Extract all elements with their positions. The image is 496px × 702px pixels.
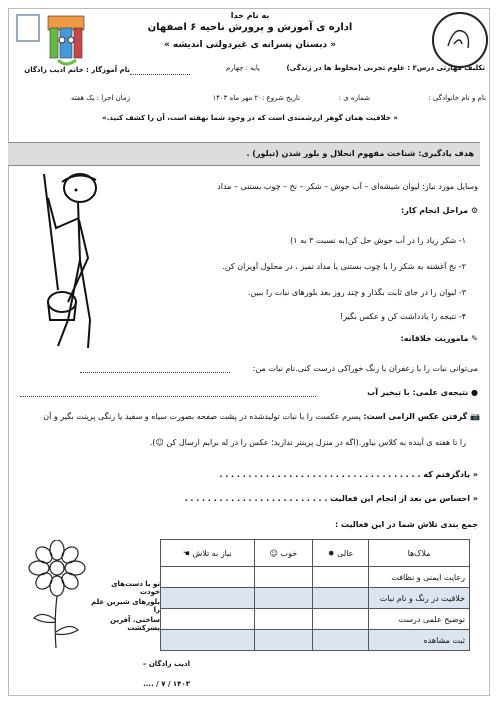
header-line bbox=[130, 74, 190, 75]
goal-text: هدف یادگیری: شناخت مفهوم انحلال و بلور شدن (تبلور) . bbox=[246, 149, 474, 158]
bulb-icon: ● bbox=[468, 388, 478, 397]
step-2: ۲- نخ آغشته به شکر را با چوب بستنی یا مداد تمیز ، در محلول آویزان کن. bbox=[222, 262, 466, 271]
photo-paragraph-2 bbox=[60, 438, 466, 447]
criterion-observation: ثبت مشاهده bbox=[369, 630, 470, 651]
signature: ادیب زادگان – bbox=[142, 660, 190, 668]
criteria-header: ملاک‌ها bbox=[369, 540, 470, 567]
grade-cell bbox=[254, 588, 313, 609]
excellent-label: عالی bbox=[337, 548, 354, 558]
office-title: اداره ی آموزش و پرورش ناحیه ۶ اصفهان bbox=[147, 22, 353, 33]
science-result bbox=[318, 388, 478, 397]
gear-icon: ⚙ bbox=[468, 206, 478, 215]
science-answer-line bbox=[20, 396, 316, 397]
grade-cell bbox=[161, 609, 255, 630]
step-3: ۳- لیوان را در جای ثابت بگذار و چند روز بعد بلورهای نبات را ببین. bbox=[247, 288, 466, 297]
summary-title: جمع بندی تلاش شما در این فعالیت : bbox=[334, 520, 478, 529]
materials: وسایل مورد نیاز: لیوان شیشه‌ای – آب جوش – شکر – نخ – چوب بستنی – مداد bbox=[217, 182, 478, 191]
step-4: ۴- نتیجه را یادداشت کن و عکس بگیر! bbox=[340, 312, 466, 321]
assignment-title: تکلیف مهارتی درس۲ : علوم تجربی (مخلوط ها در زندگی) bbox=[286, 64, 485, 72]
learned-question: « یادگرفتم که . . . . . . . . . . . . . . . . . . . . . . . . . . . . . . . . . . . bbox=[219, 470, 478, 479]
flower-illustration bbox=[20, 540, 94, 650]
criterion-creativity: خلاقیت در رنگ و نام نبات bbox=[369, 588, 470, 609]
creative-text: می‌توانی نبات را با زعفران یا رنگ خوراکی درست کنی.نام نبات من: bbox=[252, 364, 478, 373]
photo-frame bbox=[16, 14, 40, 42]
steps-title bbox=[300, 206, 478, 215]
worker-illustration bbox=[18, 170, 118, 360]
photo-text-1: پسرم عکست را با نبات تولیدشده در پشت صفحه بصورت سیاه و سفید یا رنگی پرینت بگیر و آن bbox=[43, 412, 361, 421]
flower-message-1: تو با دست‌های خودت bbox=[111, 580, 160, 596]
start-date: تاریخ شروع :۲۰ مهر ماه ۱۴۰۳ bbox=[212, 94, 300, 102]
flower-message-3: ساختی. آفرین پسرکشت bbox=[110, 616, 160, 632]
leaf-icon: ✎ bbox=[468, 334, 478, 343]
grade-row bbox=[161, 588, 470, 609]
good-label: خوب bbox=[280, 548, 298, 558]
student-name-label: نام و نام خانوادگی : bbox=[428, 94, 486, 102]
photo-text-2: را تا هفته ی آینده به کلاس بیاور.(اگه در منزل پرینتر ندارید؛ عکس را در له برایم ارسال کن bbox=[166, 438, 466, 447]
grade-row bbox=[161, 609, 470, 630]
grade-cell bbox=[313, 609, 369, 630]
grade-level: پایه : چهارم bbox=[226, 64, 260, 72]
feeling-question: « احساس من بعد از انجام این فعالیت . . . . . . . . . . . . . . . . . . . . . . . . . bbox=[184, 494, 478, 503]
signature-text: ادیب زادگان bbox=[148, 660, 190, 668]
needs-effort-label: نیاز به تلاش bbox=[192, 548, 232, 558]
signature-date: ۱۴۰۳ / ۷ / .... bbox=[143, 680, 190, 688]
science-result-text: نتیجه‌ی علمی: با تبخیر آب bbox=[367, 388, 469, 397]
grade-cell bbox=[313, 588, 369, 609]
grade-cell bbox=[313, 567, 369, 588]
school-name: « دبستان پسرانه ی غیردولتی اندیشه » bbox=[163, 40, 337, 50]
grade-cell bbox=[161, 630, 255, 651]
teacher-name: نام آموزگار : خانم ادیب زادگان bbox=[24, 66, 130, 74]
student-number-label: شماره ی : bbox=[338, 94, 370, 102]
school-logo bbox=[432, 12, 488, 68]
photo-paragraph-1 bbox=[14, 412, 480, 421]
creative-answer-line bbox=[80, 372, 230, 373]
smile-icon: ☺). bbox=[149, 438, 164, 447]
photo-label-text: گرفتن عکس الزامی است: bbox=[363, 412, 468, 421]
steps-title-text: مراحل انجام کار: bbox=[401, 206, 469, 215]
duration: زمان اجرا : یک هفته bbox=[70, 94, 130, 102]
grade-cell bbox=[254, 609, 313, 630]
grade-cell bbox=[254, 567, 313, 588]
creative-title-text: ماموریت خلاقانه: bbox=[400, 334, 469, 343]
grade-cell bbox=[313, 630, 369, 651]
grade-table bbox=[160, 539, 470, 651]
hand-icon: ☚ bbox=[182, 548, 190, 558]
camera-label: 📷 گرفتن عکس الزامی است: bbox=[363, 412, 480, 421]
grade-cell bbox=[254, 630, 313, 651]
star-icon: ✸ bbox=[327, 548, 335, 558]
good-header bbox=[254, 540, 313, 567]
learning-goal bbox=[8, 142, 480, 166]
bismillah: به نام خدا bbox=[230, 11, 270, 20]
grade-cell bbox=[161, 588, 255, 609]
smile-icon: ☺ bbox=[269, 548, 278, 558]
motto: « خلاقیت همان گوهر ارزشمندی است که در وجود شما نهفته است، آن را کشف کنید.» bbox=[102, 114, 398, 122]
grade-row bbox=[161, 567, 470, 588]
flower-message-2: بلورهای شیرین علم را bbox=[91, 598, 160, 614]
criterion-explanation: توضیح علمی درست bbox=[369, 609, 470, 630]
grade-header-row bbox=[161, 540, 470, 567]
step-1: ۱- شکر زیاد را در آب جوش حل کن(به نسبت ۳ به ۱) bbox=[290, 236, 466, 245]
needs-effort-header bbox=[161, 540, 255, 567]
grade-cell bbox=[161, 567, 255, 588]
excellent-header bbox=[313, 540, 369, 567]
crayon-logo bbox=[36, 10, 96, 72]
criterion-safety: رعایت ایمنی و نظافت bbox=[369, 567, 470, 588]
creative-title bbox=[300, 334, 478, 343]
grade-row bbox=[161, 630, 470, 651]
